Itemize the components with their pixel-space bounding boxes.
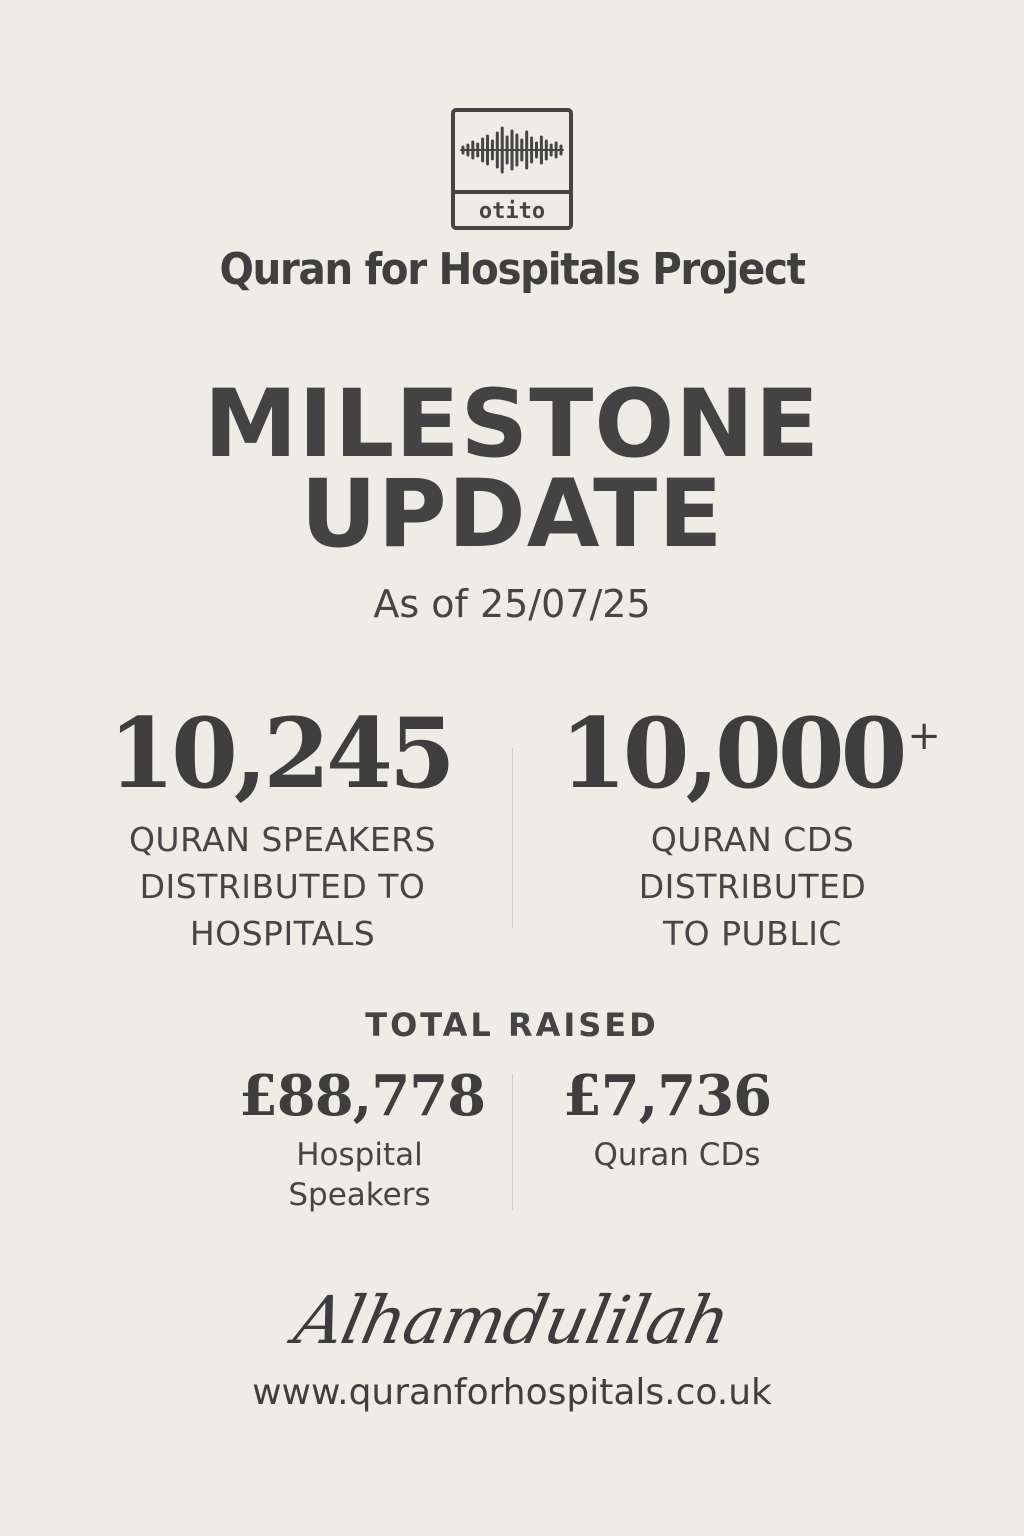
stat-speakers-label: QURAN SPEAKERS DISTRIBUTED TO HOSPITALS xyxy=(128,820,437,953)
raised-divider xyxy=(512,1074,513,1210)
stat-cds-label: QURAN CDS DISTRIBUTED TO PUBLIC xyxy=(638,820,867,953)
stats-divider xyxy=(512,748,513,928)
stat-speakers-value: 10,245 xyxy=(108,697,452,810)
headline-line-1: MILESTONE xyxy=(203,370,821,479)
total-raised-title: TOTAL RAISED xyxy=(365,1006,659,1044)
raised-cds-amount: £7,736 xyxy=(562,1063,772,1129)
headline-line-2: UPDATE xyxy=(300,460,724,569)
raised-speakers-amount: £88,778 xyxy=(238,1063,486,1129)
speaker-waveform-logo-icon xyxy=(451,108,573,230)
stat-speakers xyxy=(100,697,460,810)
stat-cds xyxy=(560,697,960,810)
as-of-date: As of 25/07/25 xyxy=(373,582,651,626)
raised-cds-label: Quran CDs xyxy=(593,1137,761,1173)
project-name: Quran for Hospitals Project xyxy=(219,244,805,295)
stat-cds-value: 10,000 xyxy=(560,697,904,810)
website-url: www.quranforhospitals.co.uk xyxy=(252,1372,772,1413)
signature-text: Alhamdulilah xyxy=(288,1282,736,1359)
raised-speakers-label: Hospital Speakers xyxy=(288,1137,431,1213)
stat-cds-suffix: + xyxy=(907,713,941,759)
logo-text: otito xyxy=(478,199,546,224)
